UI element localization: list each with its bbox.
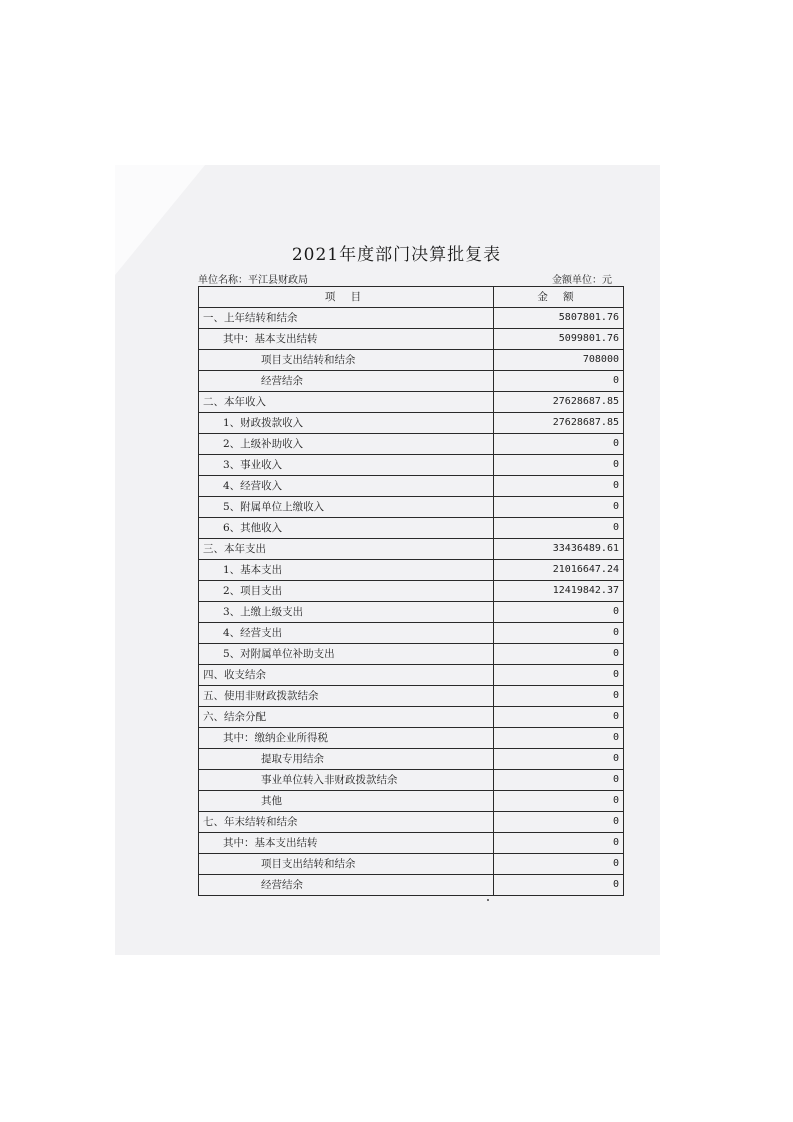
row-item-label: 事业单位转入非财政拨款结余: [199, 770, 494, 791]
row-item-label: 四、收支结余: [199, 665, 494, 686]
row-item-label: 1、财政拨款收入: [199, 413, 494, 434]
row-item-label: 二、本年收入: [199, 392, 494, 413]
table-row: [199, 497, 624, 518]
row-amount: 33436489.61: [494, 539, 624, 560]
currency-unit: 金额单位：元: [552, 275, 612, 286]
row-amount: 0: [494, 833, 624, 854]
row-amount: 27628687.85: [494, 392, 624, 413]
table-row: [199, 329, 624, 350]
table-row: [199, 686, 624, 707]
row-amount: 0: [494, 812, 624, 833]
table-row: [199, 539, 624, 560]
table-header-row: [199, 287, 624, 308]
row-item-label: 经营结余: [199, 371, 494, 392]
scan-speck: [487, 899, 489, 901]
row-item-label: 项目支出结转和结余: [199, 350, 494, 371]
row-amount: 0: [494, 728, 624, 749]
row-item-label: 5、附属单位上缴收入: [199, 497, 494, 518]
row-amount: 21016647.24: [494, 560, 624, 581]
row-item-label: 6、其他收入: [199, 518, 494, 539]
row-item-label: 4、经营收入: [199, 476, 494, 497]
row-amount: 5807801.76: [494, 308, 624, 329]
row-amount: 0: [494, 602, 624, 623]
row-amount: 0: [494, 623, 624, 644]
row-item-label: 一、上年结转和结余: [199, 308, 494, 329]
row-amount: 0: [494, 644, 624, 665]
table-row: [199, 308, 624, 329]
row-amount: 12419842.37: [494, 581, 624, 602]
table-row: [199, 602, 624, 623]
row-item-label: 项目支出结转和结余: [199, 854, 494, 875]
table-row: [199, 350, 624, 371]
table-row: [199, 875, 624, 896]
table-row: [199, 833, 624, 854]
table-row: [199, 644, 624, 665]
row-amount: 0: [494, 371, 624, 392]
table-row: [199, 770, 624, 791]
row-amount: 27628687.85: [494, 413, 624, 434]
row-item-label: 提取专用结余: [199, 749, 494, 770]
row-item-label: 其中：基本支出结转: [199, 833, 494, 854]
row-amount: 0: [494, 518, 624, 539]
row-item-label: 三、本年支出: [199, 539, 494, 560]
header-amount: 金 额: [494, 287, 624, 308]
approval-table: [198, 286, 624, 896]
row-amount: 0: [494, 791, 624, 812]
row-amount: 0: [494, 686, 624, 707]
row-item-label: 经营结余: [199, 875, 494, 896]
row-amount: 0: [494, 497, 624, 518]
row-item-label: 七、年末结转和结余: [199, 812, 494, 833]
table-body: [199, 308, 624, 896]
row-item-label: 其中：基本支出结转: [199, 329, 494, 350]
row-amount: 708000: [494, 350, 624, 371]
table-row: [199, 728, 624, 749]
row-item-label: 3、上缴上级支出: [199, 602, 494, 623]
table-row: [199, 413, 624, 434]
table-row: [199, 455, 624, 476]
row-amount: 0: [494, 707, 624, 728]
table-row: [199, 518, 624, 539]
table-row: [199, 707, 624, 728]
header-item: 项 目: [199, 287, 494, 308]
row-amount: 0: [494, 434, 624, 455]
row-item-label: 5、对附属单位补助支出: [199, 644, 494, 665]
table-row: [199, 581, 624, 602]
table-row: [199, 623, 624, 644]
row-item-label: 其他: [199, 791, 494, 812]
row-item-label: 其中：缴纳企业所得税: [199, 728, 494, 749]
row-amount: 0: [494, 854, 624, 875]
row-amount: 0: [494, 875, 624, 896]
row-amount: 0: [494, 770, 624, 791]
table-row: [199, 392, 624, 413]
row-item-label: 2、上级补助收入: [199, 434, 494, 455]
table-row: [199, 476, 624, 497]
row-item-label: 六、结余分配: [199, 707, 494, 728]
row-amount: 0: [494, 749, 624, 770]
document-title: 2021年度部门决算批复表: [291, 245, 502, 265]
row-item-label: 2、项目支出: [199, 581, 494, 602]
table-row: [199, 749, 624, 770]
row-item-label: 五、使用非财政拨款结余: [199, 686, 494, 707]
row-amount: 5099801.76: [494, 329, 624, 350]
table-row: [199, 434, 624, 455]
row-amount: 0: [494, 455, 624, 476]
row-amount: 0: [494, 476, 624, 497]
table-row: [199, 791, 624, 812]
row-amount: 0: [494, 665, 624, 686]
row-item-label: 4、经营支出: [199, 623, 494, 644]
row-item-label: 3、事业收入: [199, 455, 494, 476]
row-item-label: 1、基本支出: [199, 560, 494, 581]
table-row: [199, 560, 624, 581]
table-row: [199, 665, 624, 686]
unit-name: 单位名称：平江县财政局: [198, 275, 308, 286]
table-row: [199, 812, 624, 833]
table-row: [199, 854, 624, 875]
table-row: [199, 371, 624, 392]
